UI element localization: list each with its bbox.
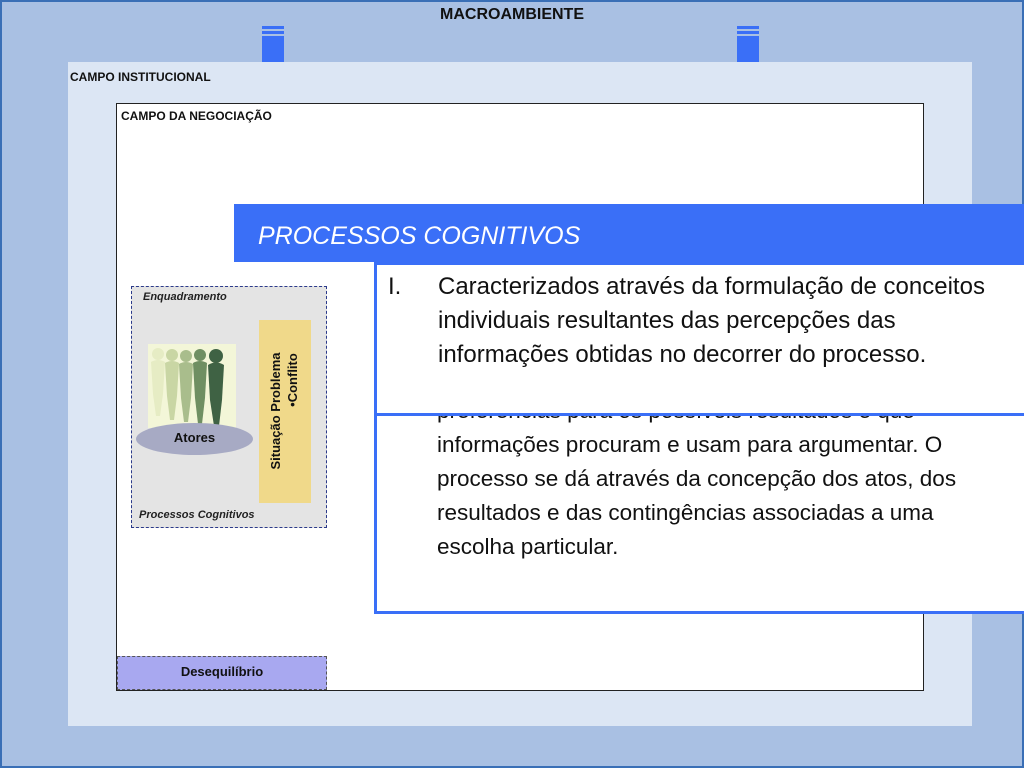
desequilibrio-label: Desequilíbrio [180,664,264,679]
item-text: Caracterizados através da formulação de conceitos individuais resultantes das percepções das informações obtidas no decorrer do processo. [438,273,985,368]
campo-negociacao-title: CAMPO DA NEGOCIAÇÃO [121,109,272,123]
macroambiente-title: MACROAMBIENTE [440,6,584,23]
conflito-text: •Conflito [285,353,300,407]
situacao-problema-text: Situação Problema [268,352,283,470]
situacao-problema-label [259,320,311,503]
processos-cognitivos-label: Processos Cognitivos [139,509,255,521]
atores-label: Atores [173,430,216,445]
processos-back-text: informações procuram e usam para argumentar. O processo se dá através da concepção dos atos, dos resultados e das contingências associadas a uma escolha particular. [437,432,957,559]
item-number: I. [388,273,402,300]
enquadramento-title: Enquadramento [143,291,227,303]
campo-institucional-title: CAMPO INSTITUCIONAL [70,70,211,84]
processos-header-title: PROCESSOS COGNITIVOS [258,222,581,250]
people-group-icon [148,344,236,428]
